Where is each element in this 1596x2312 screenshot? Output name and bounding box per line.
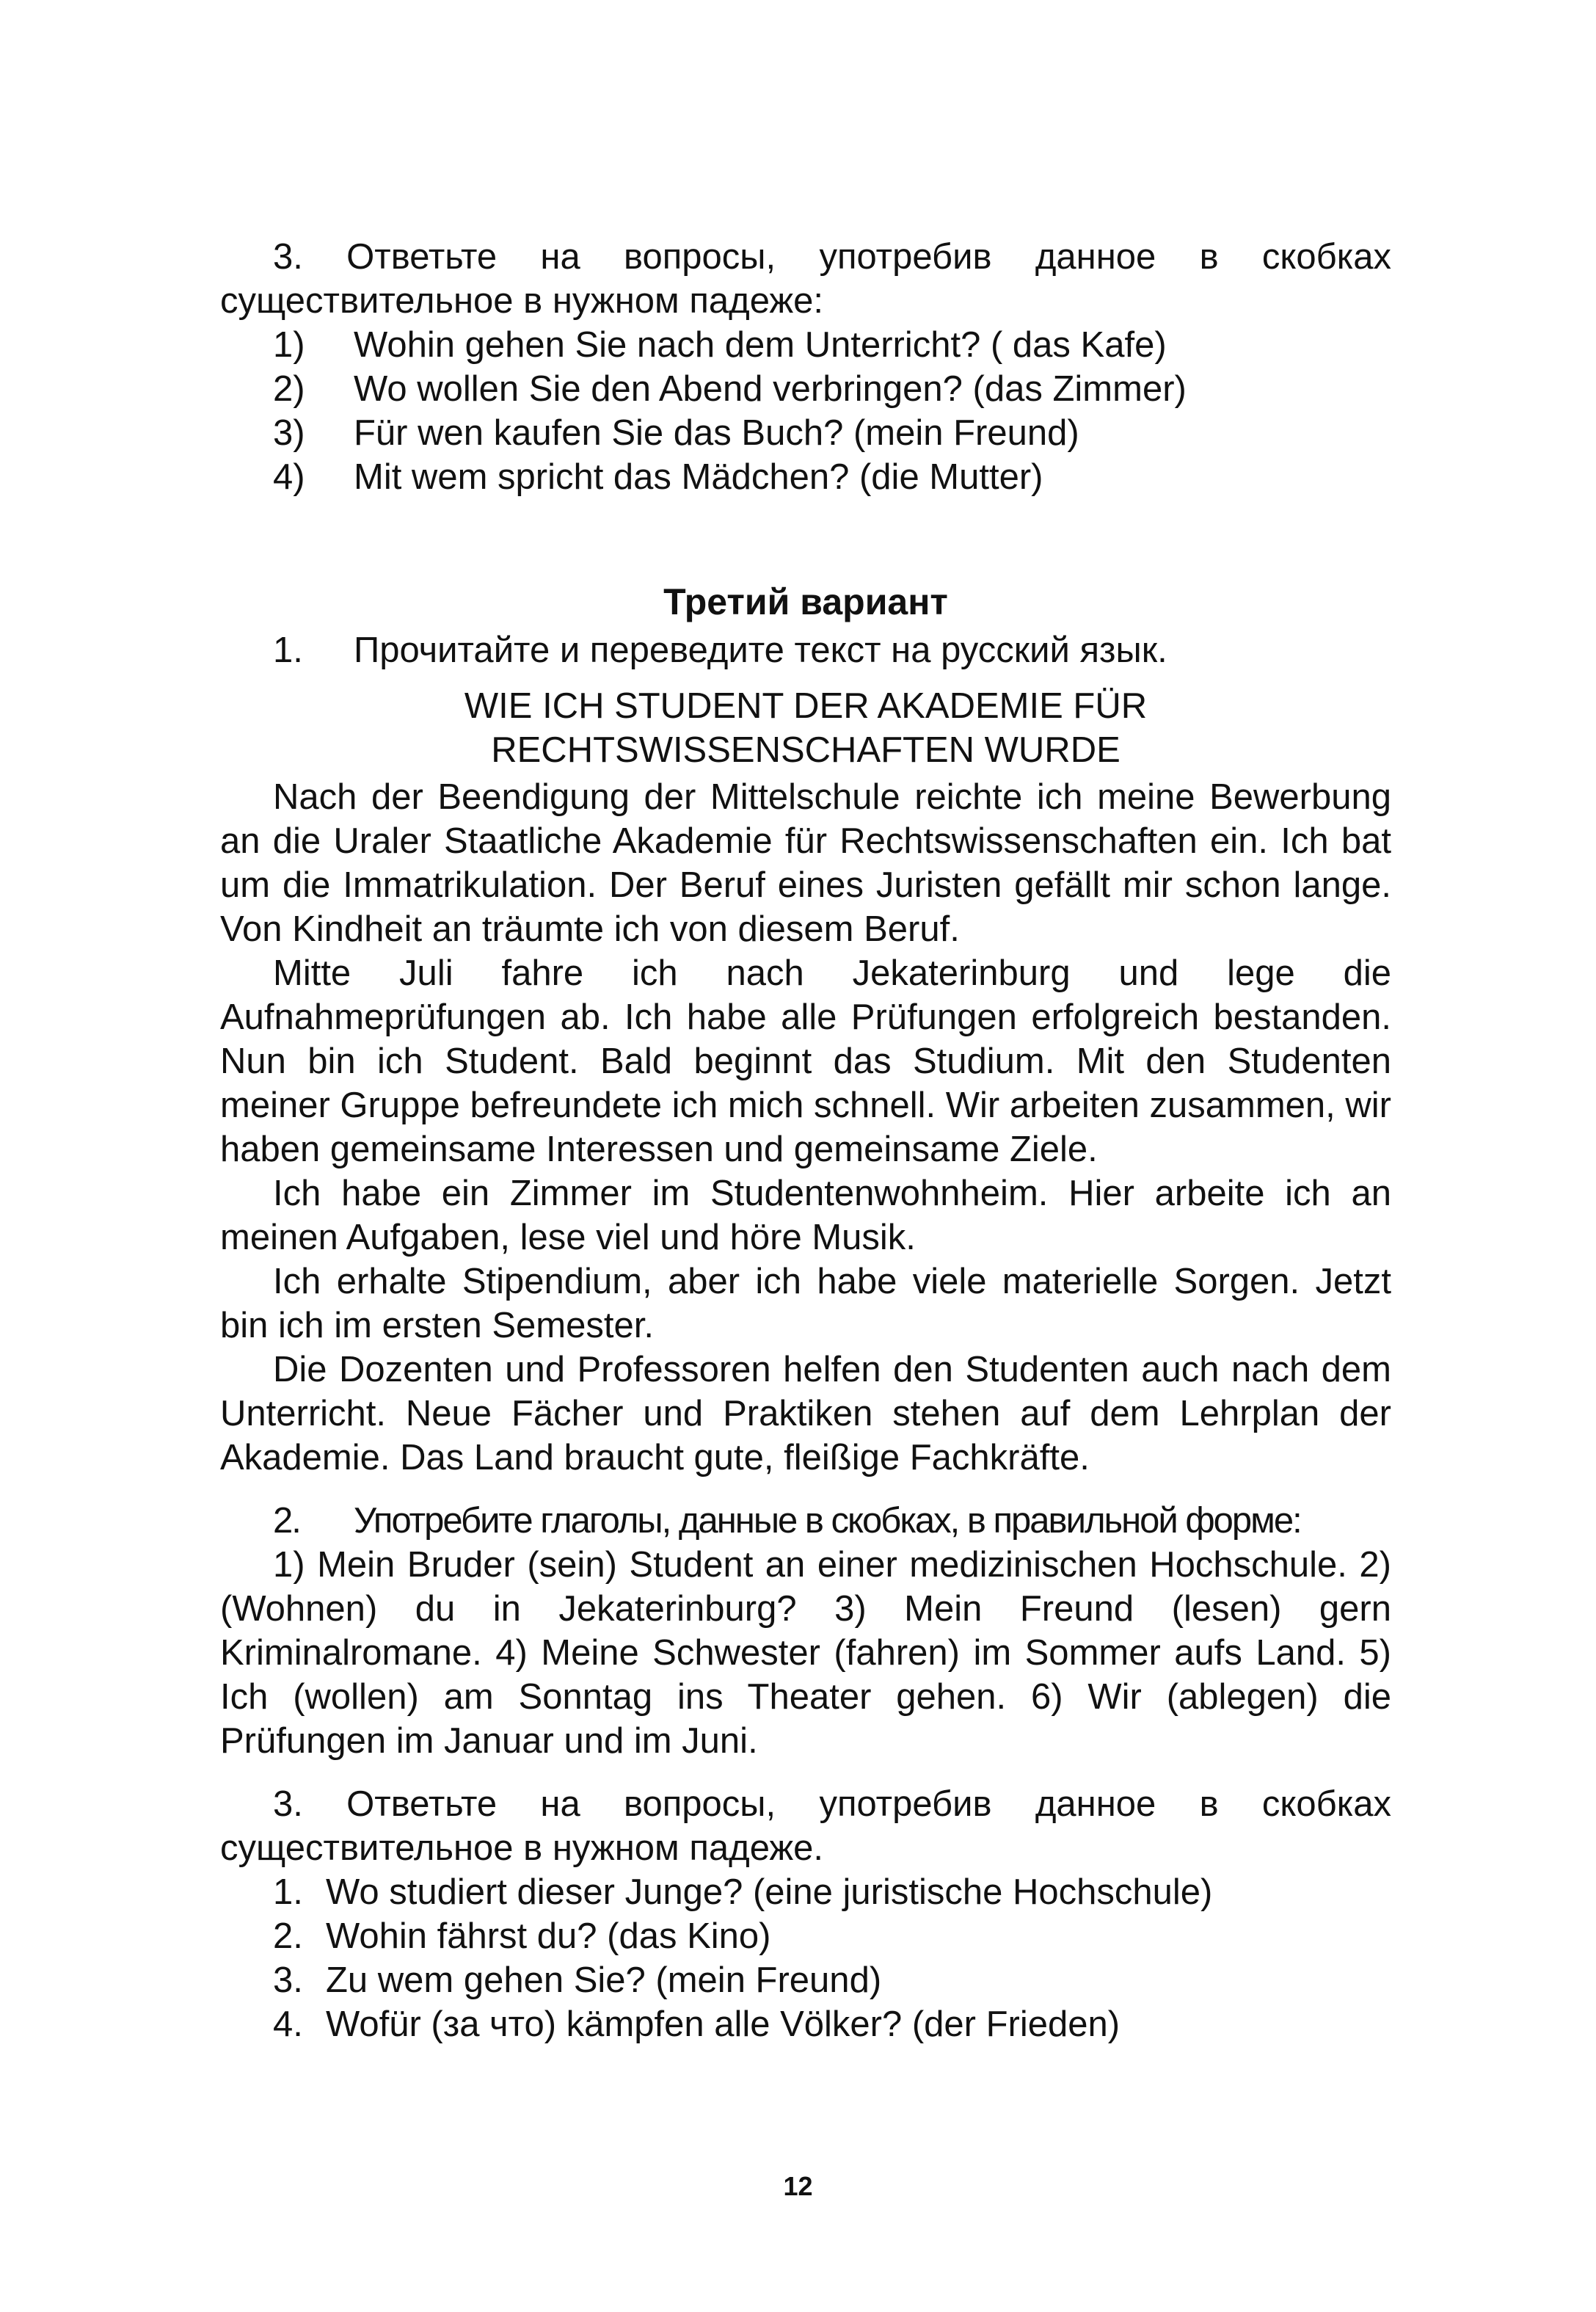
task2-body: 1) Mein Bruder (sein) Student an einer medizinischen Hochschule. 2) (Wohnen) du in Jekaterinburg? 3) Mein Freund (lesen) gern Kriminalromane. 4) Meine Schwester (fahren) im Sommer aufs Land. 5) Ich (wollen) am Sonntag ins Theater gehen. 6) Wir (ablegen) die Prüfungen im Januar und im Juni. — [220, 1545, 1391, 1761]
task3-intro: 3. Ответьте на вопросы, употребив данное в скобках существительное в нужном падеже. — [220, 1784, 1391, 1868]
text-paragraph: Die Dozenten und Professoren helfen den Studenten auch nach dem Unterricht. Neue Fächer und Praktiken stehen auf dem Lehrplan der Akademie. Das Land braucht gute, fleißige Fachkräfte. — [220, 1350, 1391, 1477]
task1-number: 1. — [273, 630, 303, 670]
list-item — [273, 1870, 1391, 1914]
task3-prev-intro: 3. Ответьте на вопросы, употребив данное в скобках существительное в нужном падеже: — [220, 237, 1391, 321]
list-item-text: Wo wollen Sie den Abend verbringen? (das Zimmer) — [354, 369, 1187, 409]
task1-text: Прочитайте и переведите текст на русский язык. — [354, 630, 1167, 670]
page-number: 12 — [783, 2171, 813, 2201]
text-paragraph: Ich habe ein Zimmer im Studentenwohnheim. Hier arbeite ich an meinen Aufgaben, lese viel und höre Musik. — [220, 1174, 1391, 1257]
text-heading — [220, 684, 1391, 772]
list-item — [273, 2002, 1391, 2046]
list-item — [273, 323, 1391, 367]
text-paragraph: Nach der Beendigung der Mittelschule reichte ich meine Bewerbung an die Uraler Staatliche Akademie für Rechtswissenschaften ein. Ich bat um die Immatrikulation. Der Beruf eines Juristen gefällt mir schon lange. Von Kindheit an träumte ich von diesem Beruf. — [220, 777, 1391, 949]
page-content — [220, 235, 1391, 2046]
list-item — [273, 455, 1391, 499]
list-item — [273, 1914, 1391, 1958]
list-item-number: 1. — [273, 1872, 303, 1912]
list-item-text: Für wen kaufen Sie das Buch? (mein Freund) — [354, 413, 1079, 453]
list-item-number: 3. — [273, 1960, 303, 2000]
text-heading-line1: WIE ICH STUDENT DER AKADEMIE FÜR — [464, 686, 1148, 726]
list-item-text: Wohin fährst du? (das Kino) — [326, 1916, 771, 1956]
list-item-text: Wohin gehen Sie nach dem Unterricht? ( das Kafe) — [354, 325, 1167, 365]
list-item-text: Zu wem gehen Sie? (mein Freund) — [326, 1960, 882, 2000]
task2-text: Употребите глаголы, данные в скобках, в правильной форме: — [354, 1501, 1301, 1541]
text-heading-line2: RECHTSWISSENSCHAFTEN WURDE — [491, 730, 1121, 770]
list-item-text: Wo studiert dieser Junge? (eine juristische Hochschule) — [326, 1872, 1213, 1912]
list-item — [273, 1958, 1391, 2002]
section-title: Третий вариант — [663, 581, 948, 622]
list-item-text: Mit wem spricht das Mädchen? (die Mutter) — [354, 457, 1043, 497]
list-item-number: 2) — [273, 369, 305, 409]
list-item-number: 1) — [273, 325, 305, 365]
text-paragraph: Ich erhalte Stipendium, aber ich habe viele materielle Sorgen. Jetzt bin ich im ersten Semester. — [220, 1262, 1391, 1345]
task2-number: 2. — [273, 1501, 300, 1541]
list-item-number: 4. — [273, 2004, 303, 2044]
text-paragraph: Mitte Juli fahre ich nach Jekaterinburg und lege die Aufnahmeprüfungen ab. Ich habe alle Prüfungen erfolgreich bestanden. Nun bin ich Student. Bald beginnt das Studium. Mit den Studenten meiner Gruppe befreundete ich mich schnell. Wir arbeiten zusammen, wir haben gemeinsame Interessen und gemeinsame Ziele. — [220, 953, 1391, 1169]
list-item-number: 4) — [273, 457, 305, 497]
task1-instruction — [273, 628, 1391, 672]
list-item-text: Wofür (за что) kämpfen alle Völker? (der Frieden) — [326, 2004, 1121, 2044]
task2-instruction — [273, 1499, 1391, 1543]
list-item — [273, 411, 1391, 455]
list-item-number: 3) — [273, 413, 305, 453]
list-item — [273, 367, 1391, 411]
list-item-number: 2. — [273, 1916, 303, 1956]
